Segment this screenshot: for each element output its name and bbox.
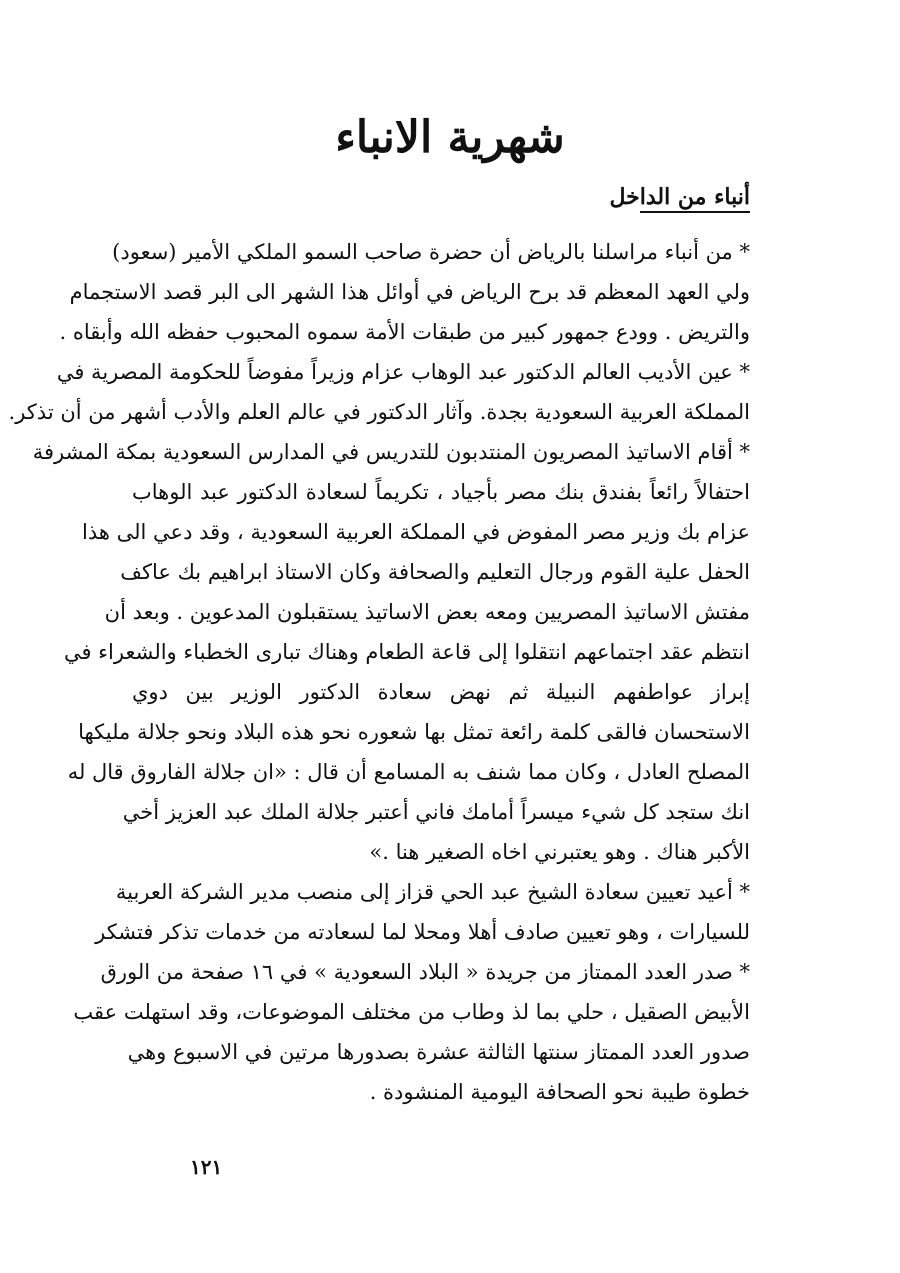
text-line: انتظم عقد اجتماعهم انتقلوا إلى قاعة الطعام وهناك تبارى الخطباء والشعراء في [63,640,750,664]
page-number: ١٢١ [190,1155,223,1179]
text-line: مفتش الاساتيذ المصريين ومعه بعض الاساتيذ يستقبلون المدعوين . وبعد أن [104,600,750,624]
text-line: خطوة طيبة نحو الصحافة اليومية المنشودة . [369,1080,750,1104]
text-line: الاستحسان فالقى كلمة رائعة تمثل بها شعوره نحو هذه البلاد ونحو جلالة مليكها [78,720,750,744]
text-line: انك ستجد كل شيء ميسراً أمامك فاني أعتبر جلالة الملك عبد العزيز أخي [122,800,750,824]
text-line: * صدر العدد الممتاز من جريدة « البلاد السعودية » في ١٦ صفحة من الورق [100,960,750,984]
text-line: إبراز عواطفهم النبيلة ثم نهض سعادة الدكتور الوزير بين دوي [132,680,750,704]
page-title: شهرية الانباء [335,112,565,163]
text-line: المملكة العربية السعودية بجدة. وآثار الدكتور في عالم العلم والأدب أشهر من أن تذكر. [8,400,750,424]
text-line: الأبيض الصقيل ، حلي بما لذ وطاب من مختلف الموضوعات، وقد استهلت عقب [73,1000,750,1024]
text-line: صدور العدد الممتاز سنتها الثالثة عشرة بصدورها مرتين في الاسبوع وهي [127,1040,750,1064]
text-line: للسيارات ، وهو تعيين صادف أهلا ومحلا لما لسعادته من خدمات تذكر فتشكر [95,920,750,944]
text-line: * أقام الاساتيذ المصريون المنتدبون للتدريس في المدارس السعودية بمكة المشرفة [32,440,750,464]
heading-underline [640,211,750,213]
text-line: احتفالاً رائعاً بفندق بنك مصر بأجياد ، تكريماً لسعادة الدكتور عبد الوهاب [132,480,750,504]
text-line: * عين الأديب العالم الدكتور عبد الوهاب عزام وزيراً مفوضاً للحكومة المصرية في [56,360,750,384]
text-line: والتريض . وودع جمهور كبير من طبقات الأمة سموه المحبوب حفظه الله وأبقاه . [59,320,750,344]
text-line: الحفل علية القوم ورجال التعليم والصحافة وكان الاستاذ ابراهيم بك عاكف [120,560,750,584]
text-line: * أعيد تعيين سعادة الشيخ عبد الحي قزاز إلى منصب مدير الشركة العربية [115,880,750,904]
text-line: المصلح العادل ، وكان مما شنف به المسامع أن قال : «ان جلالة الفاروق قال له [67,760,750,784]
text-line: ولي العهد المعظم قد برح الرياض في أوائل هذا الشهر الى البر قصد الاستجمام [69,280,750,304]
text-line: عزام بك وزير مصر المفوض في المملكة العربية السعودية ، وقد دعي الى هذا [82,520,750,544]
text-line: * من أنباء مراسلنا بالرياض أن حضرة صاحب السمو الملكي الأمير (سعود) [112,240,750,264]
section-heading: أنباء من الداخل [609,184,750,210]
text-line: الأكبر هناك . وهو يعتبرني اخاه الصغير هنا .» [369,840,750,864]
